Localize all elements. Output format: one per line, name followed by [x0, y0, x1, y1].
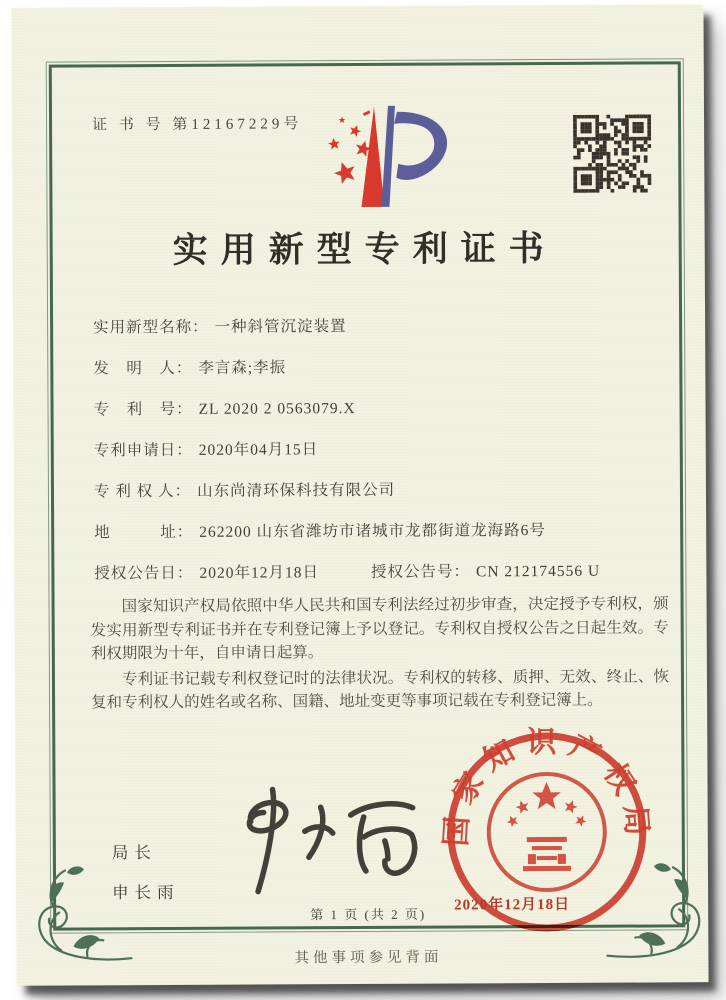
field-value: 262200 山东省潍坊市诸城市龙都街道龙海路6号 — [199, 522, 546, 541]
director-signature — [200, 781, 436, 900]
certificate-number: 证 书 号 第12167229号 — [92, 116, 303, 134]
field-label: 授权公告日： — [94, 564, 194, 583]
field-label: 专利申请日： — [93, 441, 193, 460]
field-row-address — [94, 509, 660, 553]
certificate-title: 实用新型专利证书 — [172, 228, 557, 270]
field-row-inventor — [93, 345, 659, 389]
field-value: CN 212174556 U — [475, 562, 601, 581]
field-row-grant — [94, 550, 660, 594]
field-label: 地 址： — [94, 523, 194, 542]
legal-text — [91, 592, 670, 717]
field-list — [93, 304, 660, 594]
signer-name: 申长雨 — [112, 882, 180, 903]
field-value: ZL 2020 2 0563079.X — [198, 400, 356, 418]
signer-title: 局长 — [111, 843, 157, 863]
field-row-name — [93, 304, 659, 348]
field-value: 2020年04月15日 — [198, 441, 319, 459]
field-value: 2020年12月18日 — [199, 564, 319, 582]
cnipa-logo-icon — [308, 103, 459, 216]
field-value: 山东尚清环保科技有限公司 — [197, 481, 396, 500]
seal-org-text: 国家知识产权局 — [439, 725, 654, 848]
back-note: 其他事项参见背面 — [294, 949, 443, 967]
field-value: 李言森;李振 — [198, 359, 287, 377]
certificate-paper — [11, 4, 708, 986]
field-row-patentee — [94, 468, 660, 512]
legal-paragraph-2: 专利证书记载专利权登记时的法律状况。专利权的转移、质押、无效、终止、恢复和专利权人的姓名或名称、国籍、地址变更等事项记载在专利登记簿上。 — [91, 667, 669, 712]
field-row-patent-number — [93, 386, 659, 430]
field-value: 一种斜管沉淀装置 — [214, 318, 347, 336]
field-label: 专 利 号： — [93, 400, 193, 419]
field-label: 发 明 人： — [93, 359, 193, 378]
field-row-filing-date — [94, 427, 660, 471]
qr-code — [573, 114, 651, 192]
seal-date: 2020年12月18日 — [454, 896, 571, 914]
field-label: 实用新型名称： — [93, 318, 209, 337]
signer-block — [112, 833, 180, 913]
field-label: 专 利 权 人： — [93, 482, 192, 501]
legal-paragraph-1: 国家知识产权局依照中华人民共和国专利法经过初步审查，决定授予专利权，颁发实用新型专利证书并在专利登记簿上予以登记。专利权自授权公告之日起生效。专利权期限为十年，自申请日起算。 — [90, 595, 669, 663]
field-label: 授权公告号： — [370, 563, 470, 581]
page-number: 第 1 页 (共 2 页) — [310, 906, 427, 923]
